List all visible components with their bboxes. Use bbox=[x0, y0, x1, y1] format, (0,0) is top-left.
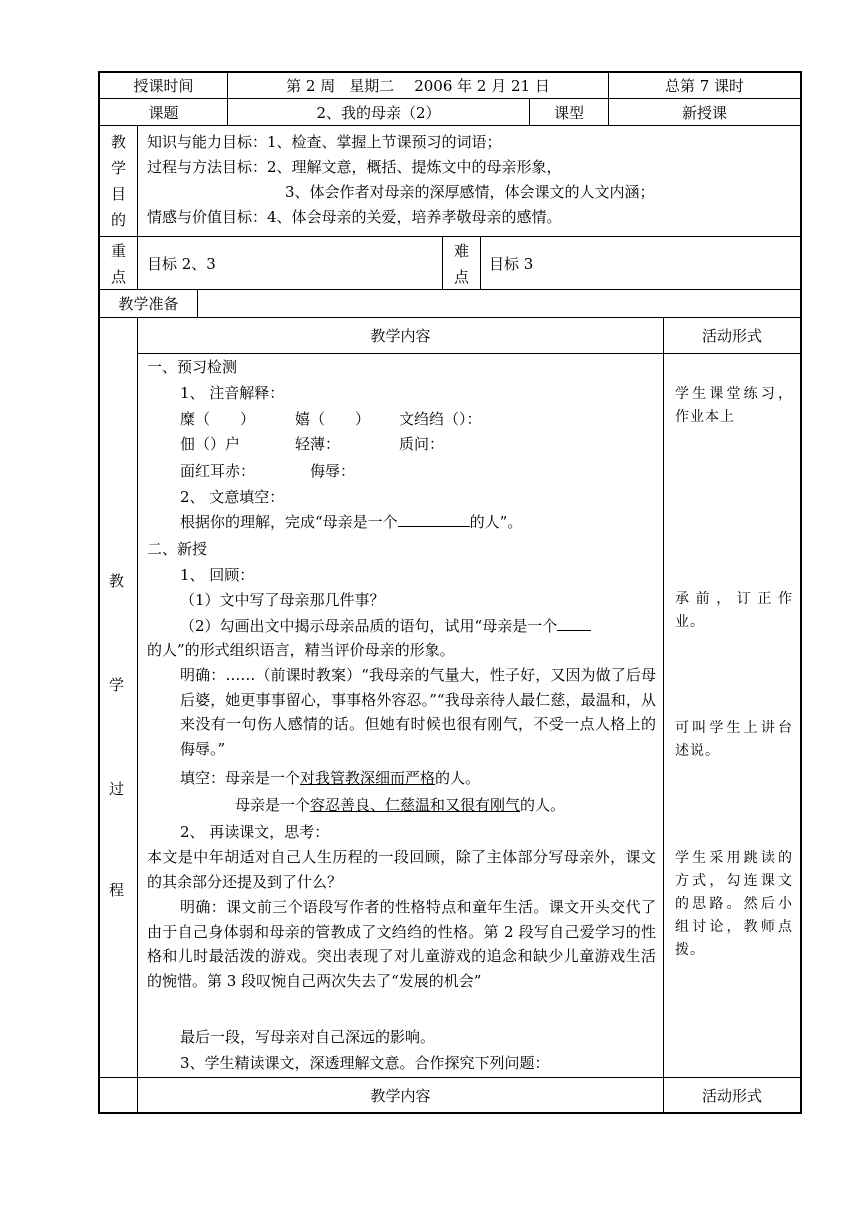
content-header: 教学内容 bbox=[370, 1086, 431, 1105]
topic-value: 2、我的母亲（2） bbox=[316, 103, 441, 122]
fill-in-prompt-end: 的人”。 bbox=[469, 513, 523, 531]
summary-line: 最后一段，写母亲对自己深远的影响。 bbox=[180, 1028, 436, 1046]
row-divider bbox=[98, 289, 801, 290]
objective-line: 知识与能力目标：1、检查、掌握上节课预习的词语； bbox=[147, 133, 502, 151]
activity-note: 学生课堂练习，作业本上 bbox=[675, 386, 793, 425]
activity-header: 活动形式 bbox=[701, 1086, 762, 1105]
total-lessons: 总第 7 课时 bbox=[664, 77, 745, 95]
objectives-label-char: 学 bbox=[110, 159, 126, 177]
subsection-heading: 2、 再读课文，思考： bbox=[180, 823, 330, 841]
process-label-char: 教 bbox=[109, 572, 125, 590]
fill-in-prompt bbox=[180, 512, 522, 532]
fill-answer bbox=[235, 795, 565, 815]
col-divider bbox=[663, 317, 664, 1114]
activity-note: 可叫学生上讲台述说。 bbox=[675, 720, 793, 759]
activity-note: 学生采用跳读的方式，勾连课文的思路。然后小组讨论，教师点拨。 bbox=[675, 850, 793, 958]
row-divider bbox=[98, 236, 801, 237]
table-border-bottom bbox=[98, 1112, 801, 1114]
process-label-char: 学 bbox=[109, 676, 125, 694]
word-item: 轻薄： bbox=[295, 435, 341, 453]
fill-in-prompt-text: 根据你的理解，完成“母亲是一个 bbox=[180, 513, 398, 531]
word-item: 侮辱： bbox=[310, 462, 356, 480]
key-point-label bbox=[100, 238, 137, 289]
fill-answer-label: 母亲是一个 bbox=[235, 796, 311, 814]
question: （1）文中写了母亲那几件事？ bbox=[180, 591, 385, 609]
objective-line: 情感与价值目标：4、体会母亲的关爱，培养孝敬母亲的感情。 bbox=[147, 208, 562, 226]
objectives-label-char: 教 bbox=[110, 133, 126, 151]
question bbox=[180, 614, 656, 639]
weekday: 星期二 bbox=[349, 77, 395, 95]
date: 2006 年 2 月 21 日 bbox=[414, 77, 550, 95]
col-divider bbox=[197, 289, 198, 317]
subsection-heading: 1、 注音解释： bbox=[180, 384, 285, 402]
preparation-label: 教学准备 bbox=[118, 295, 179, 313]
objectives-label-char: 目 bbox=[110, 185, 126, 203]
clarification-paragraph: 明确：课文前三个语段写作者的性格特点和童年生活。课文开头交代了由于自己身体弱和母亲的管教成了文绉绉的性格。第 2 段写自己爱学习的性格和儿时最活泼的游戏。突出表现了对儿童游戏的追念和缺少儿童游戏生活的惋惜。第 3 段叹惋自己两次失去了“发展的机会” bbox=[147, 898, 656, 990]
class-time-value bbox=[228, 73, 608, 98]
word-item: 文绉绉（）： bbox=[399, 410, 482, 428]
lesson-type-label: 课型 bbox=[553, 103, 584, 122]
subsection-heading: 1、 回顾： bbox=[180, 566, 255, 584]
content-header: 教学内容 bbox=[370, 327, 431, 345]
objective-line: 过程与方法目标：2、理解文意，概括、提炼文中的母亲形象， bbox=[147, 158, 562, 176]
activity-note: 承前，订正作业。 bbox=[675, 591, 793, 630]
col-divider bbox=[137, 317, 138, 1114]
question-blank bbox=[557, 616, 591, 631]
difficult-point-label bbox=[443, 238, 480, 289]
word-item: 嬉（ ） bbox=[295, 410, 371, 428]
process-label-char: 过 bbox=[109, 780, 125, 798]
clarification-paragraph: 明确：……（前课时教案）“我母亲的气量大，性子好，又因为做了后母后婆，她更事事留心，事事格外容忍。”“我母亲待人最仁慈，最温和，从来没有一句伤人感情的话。但她有时候也很有刚气，不受一点人格上的侮辱。” bbox=[180, 666, 656, 758]
question-text: （2）勾画出文中揭示母亲品质的语句，试用“母亲是一个 bbox=[180, 617, 558, 635]
col-divider bbox=[137, 125, 138, 289]
difficult-point-label-char: 难 bbox=[453, 241, 469, 260]
word-item: 质问： bbox=[399, 435, 445, 453]
fill-in-blank bbox=[398, 512, 470, 527]
difficult-point-label-char: 点 bbox=[453, 267, 469, 286]
think-paragraph: 本文是中年胡适对自己人生历程的一段回顾，除了主体部分写母亲外，课文的其余部分还提及到了什么？ bbox=[147, 848, 656, 891]
activity-header: 活动形式 bbox=[701, 327, 762, 345]
topic-label: 课题 bbox=[148, 103, 179, 122]
key-point-value: 目标 2、3 bbox=[147, 255, 216, 273]
process-label-char: 程 bbox=[109, 881, 125, 899]
word-item: 糜（ ） bbox=[180, 410, 256, 428]
class-time-label: 授课时间 bbox=[133, 77, 194, 95]
word-item: 面红耳赤： bbox=[180, 462, 256, 480]
col-divider bbox=[480, 236, 481, 289]
fill-answer-label: 填空：母亲是一个 bbox=[180, 769, 301, 787]
objective-line: 3、体会作者对母亲的深厚感情，体会课文的人文内涵； bbox=[285, 183, 655, 201]
fill-answer bbox=[180, 768, 480, 788]
section-heading: 一、预习检测 bbox=[147, 358, 238, 376]
key-point-label-char: 点 bbox=[110, 267, 126, 286]
word-item: 佃（）户 bbox=[180, 435, 241, 453]
fill-answer-end: 的人。 bbox=[520, 796, 566, 814]
subsection-heading: 2、 文意填空： bbox=[180, 488, 285, 506]
fill-answer-underlined: 对我管教深细而严格 bbox=[300, 769, 436, 787]
table-border-right bbox=[800, 71, 802, 1114]
lesson-type-value: 新授课 bbox=[681, 103, 727, 122]
row-divider bbox=[98, 125, 801, 126]
objectives-label-char: 的 bbox=[110, 211, 126, 229]
question-continuation: 的人”的形式组织语言，精当评价母亲的形象。 bbox=[147, 641, 455, 659]
objectives-label bbox=[100, 128, 137, 234]
week: 第 2 周 bbox=[286, 77, 336, 95]
difficult-point-value: 目标 3 bbox=[489, 255, 534, 273]
fill-answer-underlined: 容忍善良、仁慈温和又很有刚气 bbox=[310, 796, 521, 814]
subsection-heading: 3、学生精读课文，深透理解文意。合作探究下列问题： bbox=[180, 1054, 550, 1072]
section-heading: 二、新授 bbox=[147, 540, 208, 558]
row-divider bbox=[137, 353, 801, 354]
fill-answer-end: 的人。 bbox=[435, 769, 481, 787]
key-point-label-char: 重 bbox=[110, 241, 126, 260]
